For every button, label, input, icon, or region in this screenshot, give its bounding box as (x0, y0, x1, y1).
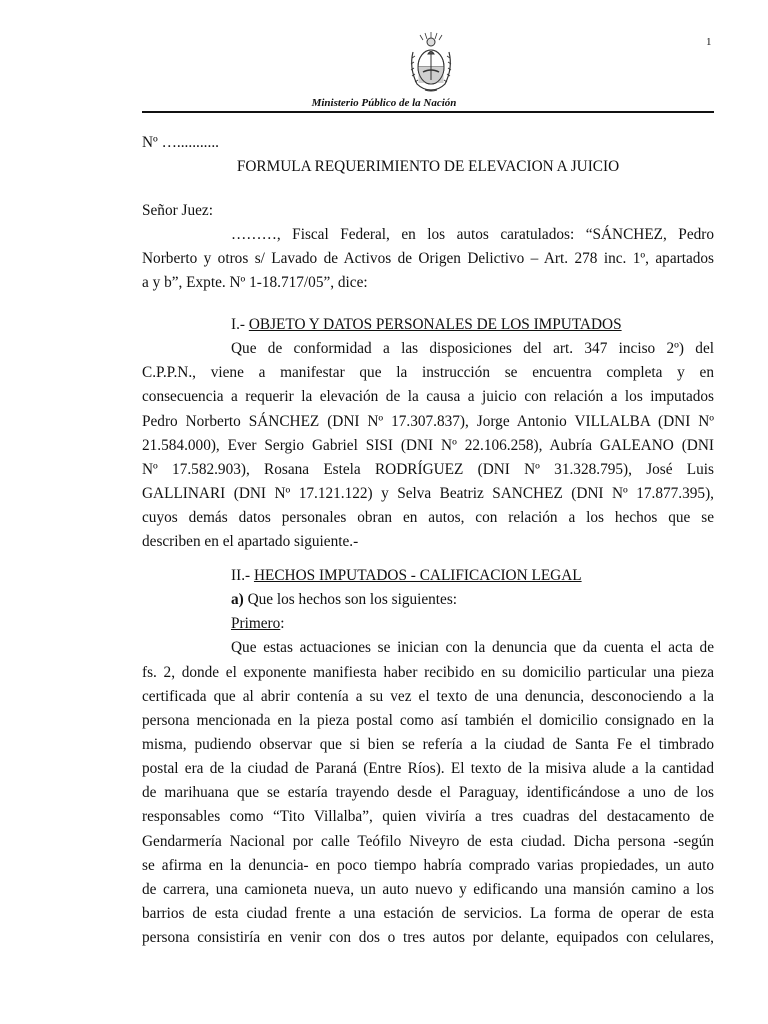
section-1-line: Nº 17.582.903), Rosana Estela RODRÍGUEZ (DNI Nº 31.328.795), José Luis (142, 460, 714, 478)
section-1-line: C.P.P.N., viene a manifestar que la instrucción se encuentra completa y en (142, 364, 714, 382)
section-2-line: de marihuana que se estaría trayendo desde el Paraguay, identificándose a uno de los (142, 784, 714, 802)
section-2-line: Gendarmería Nacional por calle Teófilo Niveyro de esta ciudad. Dicha persona -según (142, 832, 714, 850)
section-1-last-line: describen en el apartado siguiente.- (142, 533, 359, 551)
section-1-line: Que de conformidad a las disposiciones del art. 347 inciso 2º) del (231, 340, 714, 358)
section-1-heading: OBJETO Y DATOS PERSONALES DE LOS IMPUTADOS (248, 316, 622, 333)
section-2-line: persona consistiría en venir con dos o tres autos por delante, equipados con celulares, (142, 929, 714, 947)
section-1-prefix: I.- (231, 316, 249, 333)
section-1 (142, 313, 714, 554)
section-2-heading: HECHOS IMPUTADOS - CALIFICACION LEGAL (253, 567, 582, 584)
section-2-line: se afirma en la denuncia- en poco tiempo habría comprado varias propiedades, un auto (142, 856, 714, 874)
section-2-prefix: II.- (231, 567, 254, 584)
section-2-line: de carrera, una camioneta nueva, un auto nuevo y edificando una mansión camino a los (142, 880, 714, 898)
salutation-block (142, 199, 714, 296)
section-2-sub-label: a) (231, 591, 244, 609)
section-1-line: GALLINARI (DNI Nº 17.121.122) y Selva Beatriz SANCHEZ (DNI Nº 17.877.395), (142, 484, 714, 502)
section-2-line: persona mencionada en la pieza postal como así también el domicilio consignado en la (142, 711, 714, 729)
section-1-line: 21.584.000), Ever Sergio Gabriel SISI (DNI Nº 22.106.258), Aubría GALEANO (DNI (142, 436, 714, 454)
section-2-line: certificada que al abrir contenía a su vez el texto de una denuncia, desconociendo a la (142, 687, 714, 705)
national-coat-of-arms-seal (405, 30, 457, 94)
section-2-line: barrios de esta ciudad frente a una estación de servicios. La forma de operar de esta (142, 904, 714, 922)
section-2-line: Que estas actuaciones se inician con la denuncia que da cuenta el acta de (231, 639, 714, 657)
section-2-line: responsables como “Tito Villalba”, quien viviría a tres cuadras del destacamento de (142, 808, 714, 826)
section-2-sub-line (142, 588, 714, 612)
salutation: Señor Juez: (142, 202, 213, 219)
header-rule (142, 111, 714, 113)
first-fact-label-line (142, 612, 714, 636)
document-body (142, 131, 714, 179)
intro-line: ………, Fiscal Federal, en los autos caratulados: “SÁNCHEZ, Pedro (231, 226, 714, 244)
section-2-line: fs. 2, donde el exponente manifiesta haber recibido en su domicilio particular una pieza (142, 663, 714, 681)
section-1-line: Pedro Norberto SÁNCHEZ (DNI Nº 17.307.837), Jorge Antonio VILLALBA (DNI Nº (142, 412, 714, 430)
section-1-line: cuyos demás datos personales obran en autos, con relación a los hechos que se (142, 509, 714, 527)
section-2 (142, 564, 714, 950)
ministry-header: Ministerio Público de la Nación (311, 97, 457, 109)
section-2-line: postal era de la ciudad de Paraná (Entre Ríos). El texto de la misiva alude a la cantidad (142, 760, 714, 778)
first-fact-colon: : (280, 615, 285, 633)
section-1-heading-line (142, 313, 714, 337)
section-2-heading-line (142, 564, 714, 588)
section-2-sub-text: Que los hechos son los siguientes: (243, 591, 458, 609)
document-number-line: Nº …........... (142, 134, 219, 151)
section-2-line: misma, pudiendo observar que si bien se refería a la ciudad de Santa Fe el timbrado (142, 735, 714, 753)
page-number: 1 (706, 36, 712, 48)
intro-line: a y b”, Expte. Nº 1-18.717/05”, dice: (142, 274, 368, 292)
first-fact-label: Primero (231, 615, 281, 633)
section-1-line: consecuencia a requerir la elevación de la causa a juicio con relación a los imputados (142, 388, 714, 406)
document-title: FORMULA REQUERIMIENTO DE ELEVACION A JUICIO (236, 158, 620, 176)
intro-line: Norberto y otros s/ Lavado de Activos de Origen Delictivo – Art. 278 inc. 1º, apartados (142, 250, 714, 268)
